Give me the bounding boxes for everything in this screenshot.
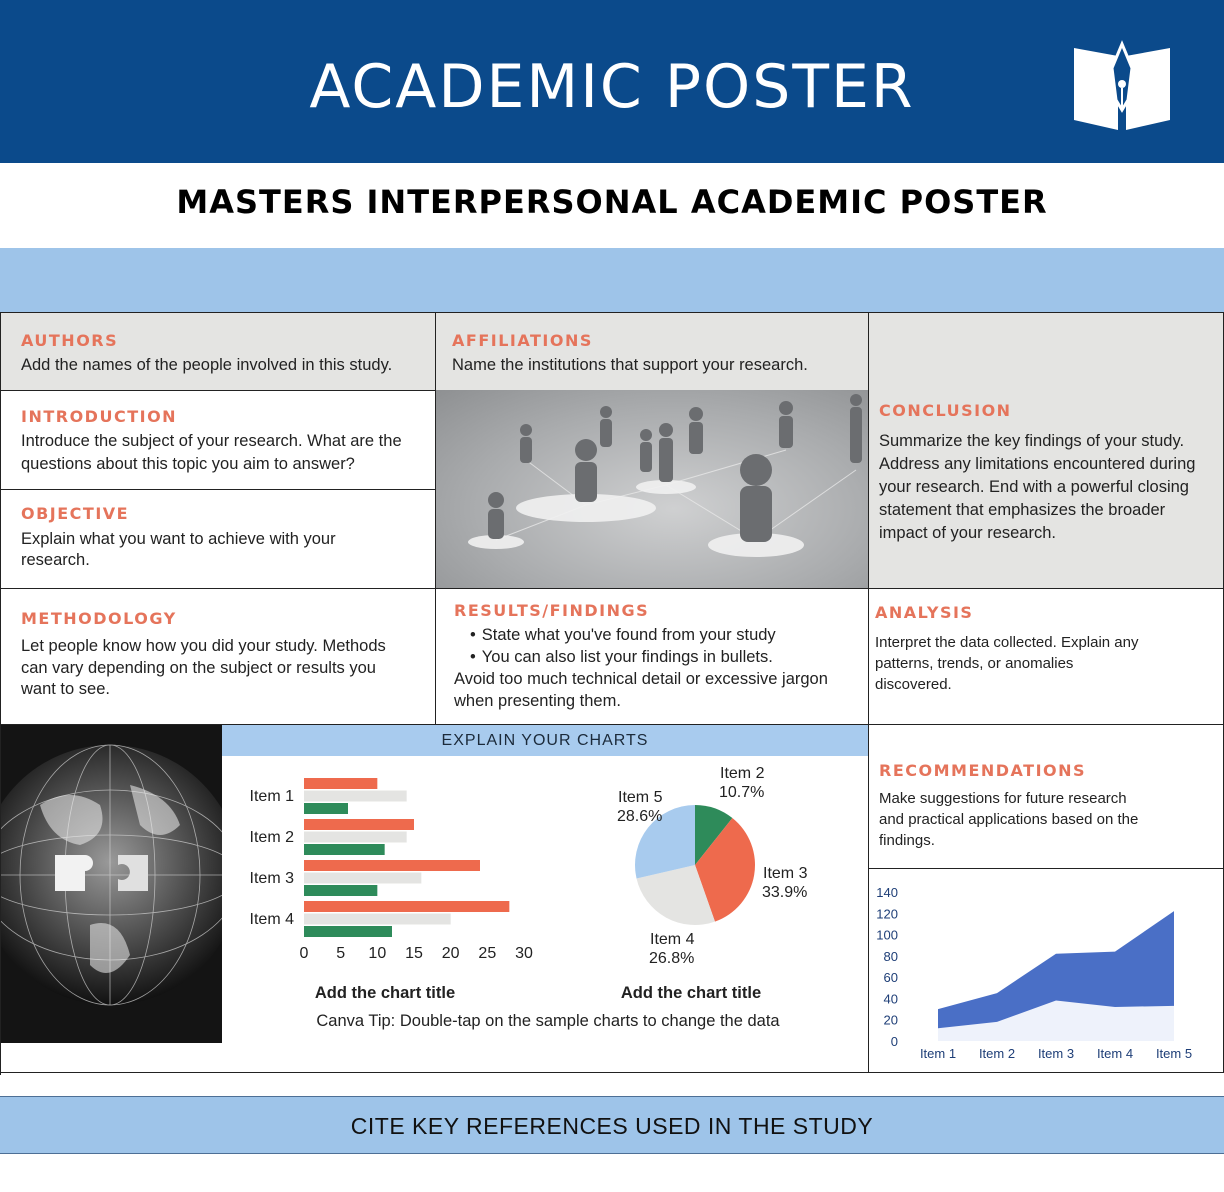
objective-panel: [0, 489, 436, 589]
canva-tip: Canva Tip: Double-tap on the sample charts to change the data: [316, 1012, 780, 1030]
area-y-tick: 40: [883, 991, 898, 1007]
bar-x-tick: 30: [515, 945, 533, 962]
pie-chart: [580, 760, 830, 970]
bar-x-tick: 20: [441, 945, 460, 962]
bar-x-tick: 5: [336, 945, 346, 962]
bar: [304, 860, 480, 871]
network-people-image: [436, 390, 868, 588]
results-text: Avoid too much technical detail or excessive jargon when presenting them.: [454, 670, 828, 710]
results-panel: [435, 588, 869, 725]
area-x-tick: Item 4: [1096, 1046, 1134, 1061]
bar-chart-title: Add the chart title: [314, 984, 456, 1002]
analysis-title: ANALYSIS: [875, 603, 974, 622]
bar-category-label: Item 1: [249, 788, 294, 805]
area-x-tick: Item 3: [1037, 1046, 1075, 1061]
pie-slice-label: Item 2: [720, 765, 765, 782]
area-x-tick: Item 5: [1155, 1046, 1193, 1061]
methodology-panel: [0, 588, 436, 725]
cite-references-band: CITE KEY REFERENCES USED IN THE STUDY: [0, 1096, 1224, 1154]
recommendations-panel: [868, 725, 1224, 869]
area-x-tick: Item 2: [978, 1046, 1016, 1061]
bar: [304, 885, 377, 896]
frame-line-left: [0, 725, 1, 1075]
pie-chart-title: Add the chart title: [620, 984, 762, 1002]
bar: [304, 926, 392, 937]
bar: [304, 803, 348, 814]
conclusion-title: CONCLUSION: [879, 401, 1012, 420]
pie-slice-label: Item 4: [650, 931, 695, 948]
bar-x-tick: 25: [478, 945, 497, 962]
bar: [304, 844, 385, 855]
methodology-title: METHODOLOGY: [21, 609, 177, 628]
authors-title: AUTHORS: [21, 331, 119, 350]
area-y-tick: 0: [890, 1034, 898, 1049]
bar: [304, 791, 407, 802]
bar-chart: [230, 760, 550, 970]
blue-band: [0, 248, 1224, 312]
area-y-tick: 60: [883, 970, 898, 986]
analysis-panel: [868, 588, 1224, 725]
results-bullet: • State what you've found from your study: [470, 624, 850, 646]
recommendations-title: RECOMMENDATIONS: [879, 761, 1087, 780]
bar-x-tick: 10: [368, 945, 387, 962]
affiliations-panel: [435, 312, 869, 391]
area-y-tick: 100: [876, 927, 898, 943]
results-bullet: • You can also list your findings in bullets.: [470, 646, 850, 668]
area-y-tick: 80: [883, 948, 898, 964]
analysis-text: Interpret the data collected. Explain any patterns, trends, or anomalies discovered.: [875, 634, 1139, 693]
introduction-panel: [0, 390, 436, 490]
area-x-tick: Item 1: [919, 1046, 957, 1061]
bar-category-label: Item 4: [249, 911, 294, 928]
bar: [304, 914, 451, 925]
pie-slice-percent: 10.7%: [719, 784, 765, 801]
objective-text: Explain what you want to achieve with your research.: [21, 530, 336, 569]
introduction-title: INTRODUCTION: [21, 407, 178, 426]
area-y-tick: 120: [876, 906, 898, 922]
area-y-tick: 140: [876, 885, 898, 900]
methodology-text: Let people know how you did your study. Methods can vary depending on the subject or results you want to see.: [21, 637, 386, 698]
bar: [304, 901, 509, 912]
globe-puzzle-image: [0, 725, 222, 1043]
poster-title: ACADEMIC POSTER: [309, 52, 915, 122]
authors-panel: [0, 312, 436, 391]
results-bullets: [454, 624, 850, 668]
area-chart: [868, 878, 1218, 1068]
bar: [304, 778, 377, 789]
bar: [304, 819, 414, 830]
book-pen-icon: [1070, 38, 1174, 134]
poster-subtitle: MASTERS INTERPERSONAL ACADEMIC POSTER: [176, 183, 1048, 221]
frame-line-mid: [868, 869, 869, 1073]
affiliations-title: AFFILIATIONS: [452, 331, 593, 350]
pie-slice-label: Item 3: [763, 865, 808, 882]
divider-line: [0, 1072, 1224, 1073]
bar-x-tick: 0: [299, 945, 309, 962]
pie-slice-percent: 33.9%: [762, 884, 808, 901]
recommendations-text: Make suggestions for future research and practical applications based on the findings.: [879, 790, 1139, 849]
pie-slice-label: Item 5: [618, 789, 663, 806]
results-title: RESULTS/FINDINGS: [454, 601, 650, 620]
pie-slice-percent: 26.8%: [649, 950, 695, 967]
bar: [304, 873, 421, 884]
introduction-text: Introduce the subject of your research. What are the questions about this topic you aim to answer?: [21, 432, 402, 473]
conclusion-panel: [868, 312, 1224, 589]
bar-category-label: Item 3: [249, 870, 294, 887]
conclusion-text: Summarize the key findings of your study. Address any limitations encountered during your research. End with a powerful closing statement that emphasizes the broader impact of your research.: [879, 432, 1196, 542]
pie-slice-percent: 28.6%: [617, 808, 663, 825]
bar-category-label: Item 2: [249, 829, 294, 846]
bar: [304, 832, 407, 843]
bar-x-tick: 15: [405, 945, 423, 962]
authors-text: Add the names of the people involved in this study.: [21, 356, 393, 374]
affiliations-text: Name the institutions that support your research.: [452, 356, 808, 374]
explain-charts-band: EXPLAIN YOUR CHARTS: [222, 725, 868, 756]
objective-title: OBJECTIVE: [21, 504, 130, 523]
area-y-tick: 20: [883, 1012, 898, 1028]
